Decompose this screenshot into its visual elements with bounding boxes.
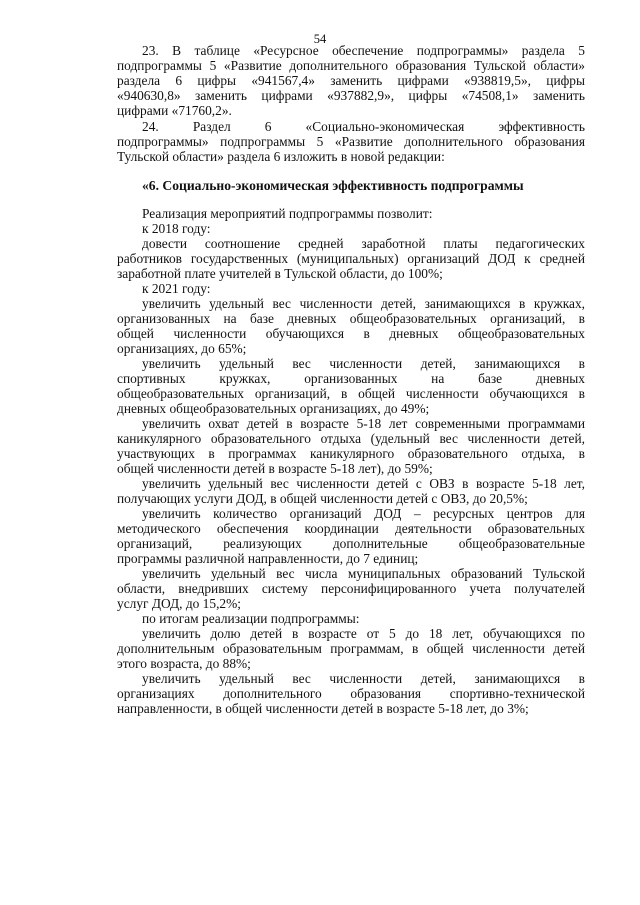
vacation-line-3: участвующих в программах каникулярного образовательного отдыха, в xyxy=(117,446,585,461)
results-label: по итогам реализации подпрограммы: xyxy=(142,611,360,626)
ovz-line-2: получающих услуги ДОД, в общей численности детей с ОВЗ, до 20,5%; xyxy=(117,491,528,506)
share-line-3: этого возраста, до 88%; xyxy=(117,656,251,671)
sport-line-3: общеобразовательных организаций, в общей численности обучающихся в xyxy=(117,386,585,401)
share-line-2: дополнительным образовательным программам, в общей численности детей xyxy=(117,641,585,656)
salary-line-3: заработной плате учителей в Тульской области, до 100%; xyxy=(117,266,443,281)
ovz-line-1: увеличить удельный вес численности детей с ОВЗ в возрасте 5-18 лет, xyxy=(142,476,585,491)
item-23-line-4: «940630,8» заменить цифрами «937882,9», цифры «74508,1» заменить xyxy=(117,88,585,103)
year-2018-label: к 2018 году: xyxy=(142,221,211,236)
tech-line-2: организациях дополнительного образования спортивно-технической xyxy=(117,686,585,701)
item-24-line-3: Тульской области» раздела 6 изложить в новой редакции: xyxy=(117,149,445,164)
intro-line: Реализация мероприятий подпрограммы позволит: xyxy=(142,206,433,221)
vacation-line-4: общей численности детей в возрасте 5-18 лет), до 59%; xyxy=(117,461,433,476)
centers-line-2: методического обеспечения координации деятельности образовательных xyxy=(117,521,585,536)
year-2021-label: к 2021 году: xyxy=(142,281,211,296)
personal-line-2: области, внедривших систему персонифицированного учета получателей xyxy=(117,581,585,596)
tech-line-3: направленности, в общей численности детей в возрасте 5-18 лет, до 3%; xyxy=(117,701,529,716)
salary-line-2: работников государственных (муниципальных) организаций ДОД к средней xyxy=(117,251,585,266)
sport-line-2: спортивных кружках, организованных на базе дневных xyxy=(117,371,585,386)
vacation-line-1: увеличить охват детей в возрасте 5-18 лет современными программами xyxy=(142,416,585,431)
item-23-line-2: подпрограммы 5 «Развитие дополнительного образования Тульской области» xyxy=(117,58,585,73)
item-23-line-3: раздела 6 цифры «941567,4» заменить цифрами «938819,5», цифры xyxy=(117,73,585,88)
clubs-line-2: организованных на базе дневных общеобразовательных организаций, в xyxy=(117,311,585,326)
item-23-line-1: 23. В таблице «Ресурсное обеспечение подпрограммы» раздела 5 xyxy=(142,43,585,58)
sport-line-4: дневных общеобразовательных организациях, до 49%; xyxy=(117,401,430,416)
vacation-line-2: каникулярного образовательного отдыха (удельный вес численности детей, xyxy=(117,431,585,446)
salary-line-1: довести соотношение средней заработной платы педагогических xyxy=(142,236,585,251)
item-24-line-1: 24. Раздел 6 «Социально-экономическая эффективность xyxy=(142,119,585,134)
share-line-1: увеличить долю детей в возрасте от 5 до 18 лет, обучающихся по xyxy=(142,626,585,641)
clubs-line-1: увеличить удельный вес численности детей, занимающихся в кружках, xyxy=(142,296,585,311)
tech-line-1: увеличить удельный вес численности детей, занимающихся в xyxy=(142,671,585,686)
item-23-line-5: цифрами «71760,2». xyxy=(117,103,232,118)
section-heading: «6. Социально-экономическая эффективность подпрограммы xyxy=(142,178,524,193)
item-24-line-2: подпрограммы» подпрограммы 5 «Развитие дополнительного образования xyxy=(117,134,585,149)
centers-line-4: программы различной направленности, до 7 единиц; xyxy=(117,551,419,566)
page-number: 54 xyxy=(313,32,327,46)
personal-line-3: услуг ДОД, до 15,2%; xyxy=(117,596,241,611)
clubs-line-3: общей численности обучающихся в дневных общеобразовательных xyxy=(117,326,585,341)
clubs-line-4: организациях, до 65%; xyxy=(117,341,247,356)
sport-line-1: увеличить удельный вес численности детей, занимающихся в xyxy=(142,356,585,371)
personal-line-1: увеличить удельный вес числа муниципальных образований Тульской xyxy=(142,566,585,581)
centers-line-3: организаций, реализующих дополнительные общеобразовательные xyxy=(117,536,585,551)
centers-line-1: увеличить количество организаций ДОД – ресурсных центров для xyxy=(142,506,585,521)
